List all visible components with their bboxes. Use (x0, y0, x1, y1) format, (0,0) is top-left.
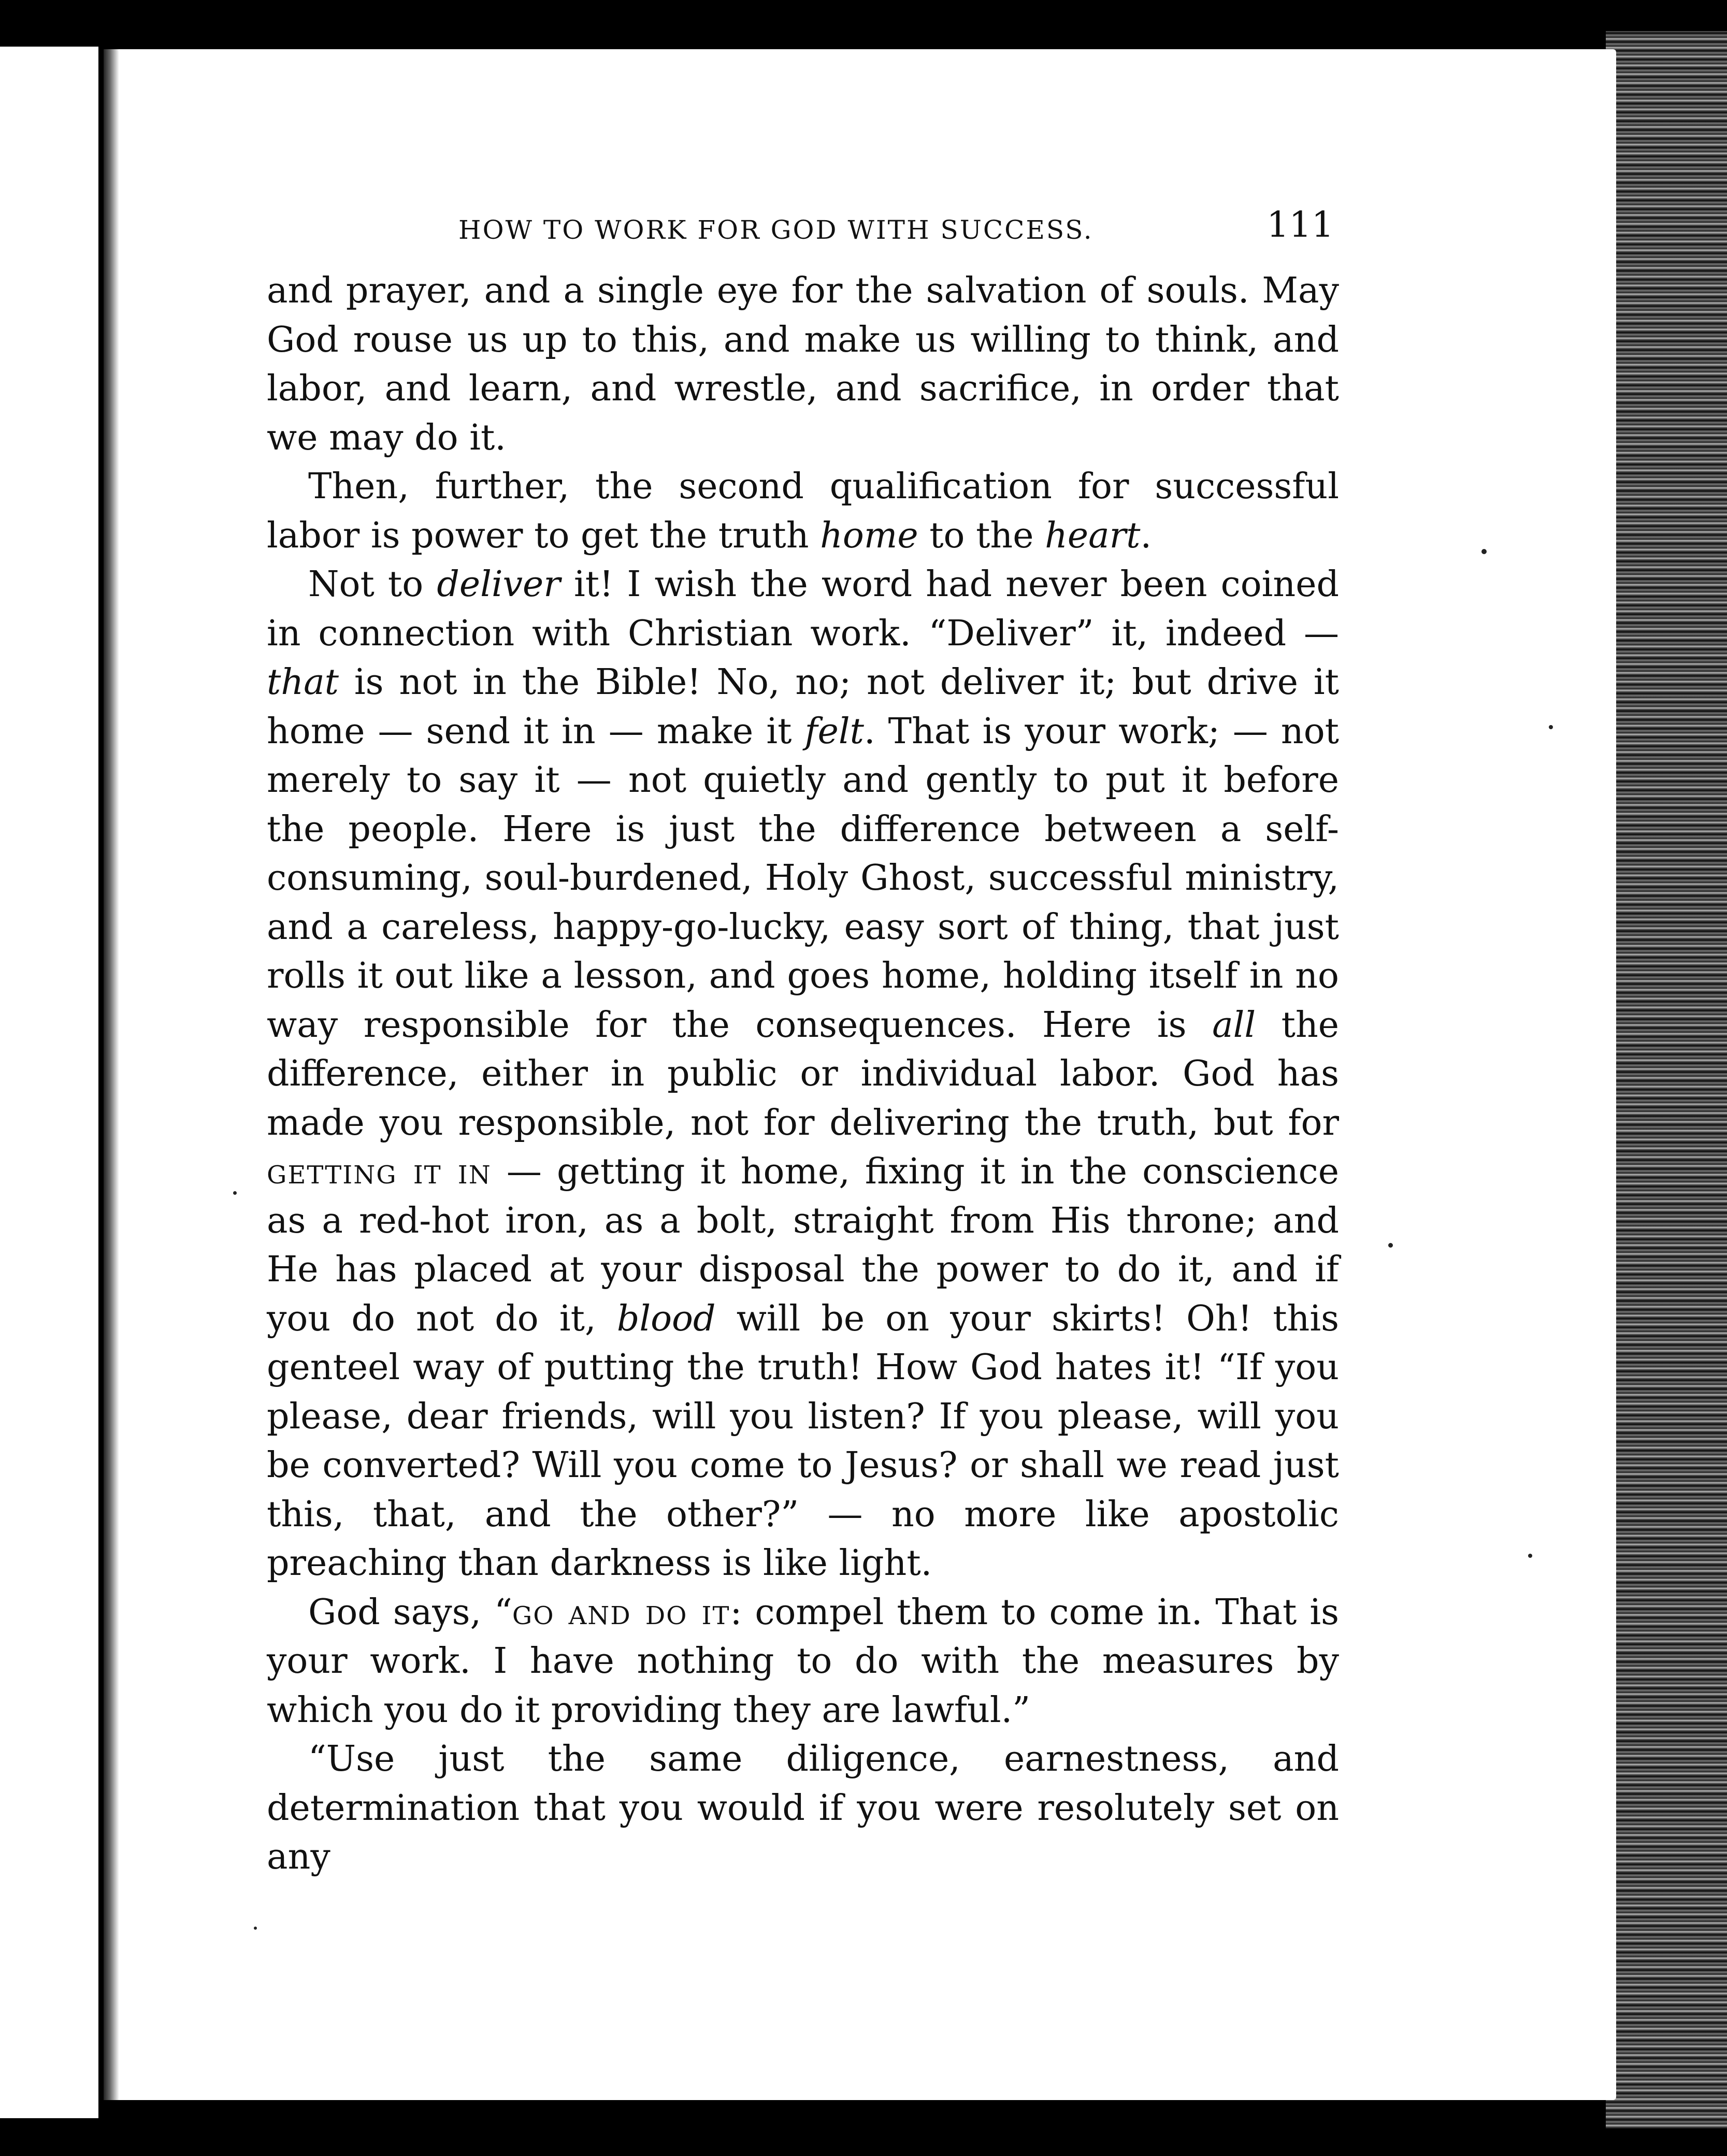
italic-text: deliver (437, 564, 560, 605)
paragraph (267, 1588, 1339, 1735)
scan-speck (1528, 1554, 1532, 1558)
text-run: the difference, either in public or individual labor. God has made you responsible, not for delivering the truth, but for (267, 1004, 1340, 1144)
small-caps-text: getting it in (267, 1151, 492, 1192)
italic-text: heart (1045, 515, 1141, 556)
italic-text: that (267, 662, 339, 703)
text-run: . That is your work; — not merely to say it — not quietly and gently to put it before the people. Here is just the difference between a self-consuming, soul-burdened, Holy Ghost, successful ministry, and a careless, happy-go-lucky, easy sort of thing, that just rolls it out like a lesson, and goes home, holding itself in no way responsible for the consequences. Here is (267, 711, 1339, 1046)
small-caps-text: go and do it (512, 1591, 730, 1633)
text-run: : compel them to come in. That is your work. I have nothing to do with the measures by which you do it providing they are lawful.” (267, 1591, 1339, 1731)
scan-speck (1481, 549, 1487, 554)
text-run: “Use just the same diligence, earnestness, and determination that you would if you were resolutely set on any (267, 1739, 1339, 1877)
binding-shadow (104, 49, 119, 2100)
scan-speck (233, 1191, 237, 1195)
scan-speck (254, 1927, 257, 1930)
italic-text: blood (616, 1298, 716, 1339)
facing-page-edge (0, 47, 98, 2118)
running-head (267, 205, 1339, 267)
text-run: God says, “ (308, 1591, 512, 1633)
paragraph (267, 267, 1339, 462)
paragraph (267, 462, 1339, 560)
text-run: will be on your skirts! Oh! this genteel way of putting the truth! How God hates it! “If you please, dear friends, will you listen? If you please, will you be converted? Will you come to Jesus? or shall we read just this, that, and the other?” — no more like apostolic preaching than darkness is like light. (267, 1298, 1339, 1584)
page-number: 111 (1267, 205, 1334, 245)
italic-text: felt (804, 711, 864, 752)
text-run: . (1140, 515, 1152, 556)
body-text (267, 267, 1339, 1882)
paragraph (267, 1735, 1339, 1882)
running-title: HOW TO WORK FOR GOD WITH SUCCESS. (458, 215, 1093, 245)
scan-speck (1388, 1243, 1393, 1248)
page-text (267, 205, 1339, 1882)
scan-speck (1549, 725, 1553, 729)
text-run: Then, further, the second qualification for successful labor is power to get the truth (267, 466, 1339, 556)
italic-text: home (820, 515, 918, 556)
text-run: it! I wish the word had never been coined in connection with Christian work. “Deliver” it, indeed — (267, 564, 1339, 654)
book-fore-edge (1606, 31, 1727, 2129)
text-run: is not in the Bible! No, no; not deliver it; but drive it home — send it in — make it (267, 662, 1339, 752)
text-run: and prayer, and a single eye for the salvation of souls. May God rouse us up to this, and make us willing to think, and labor, and learn, and wrestle, and sacrifice, in order that we may do it. (267, 270, 1339, 458)
paragraph (267, 560, 1339, 1588)
text-run: Not to (308, 564, 437, 605)
text-run: to the (918, 515, 1045, 556)
italic-text: all (1212, 1004, 1256, 1046)
text-run: — getting it home, fixing it in the conscience as a red-hot iron, as a bolt, straight from His throne; and He has placed at your disposal the power to do it, and if you do not do it, (267, 1151, 1339, 1339)
